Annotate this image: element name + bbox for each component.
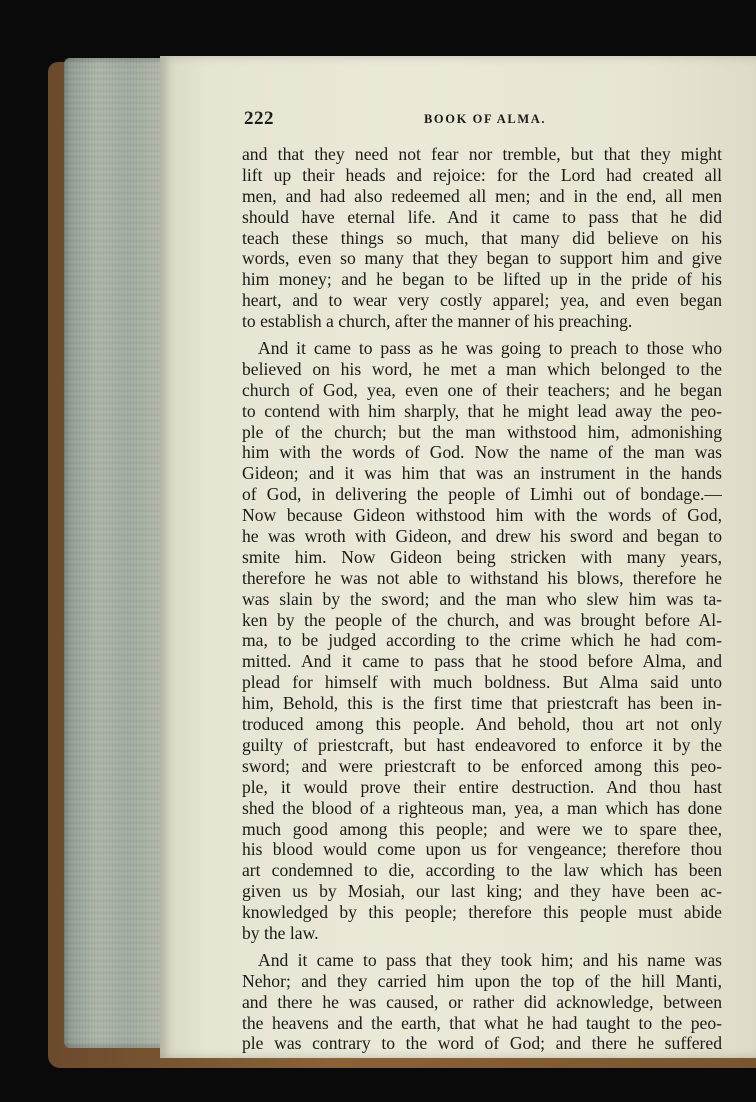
page-fore-edge (64, 58, 174, 1048)
text-line: troduced among this people. And behold, thou art not only (242, 714, 722, 735)
text-line: ple was contrary to the word of God; and there he suffered (242, 1033, 722, 1054)
text-line: words, even so many that they began to support him and give (242, 248, 722, 269)
text-line: ken by the people of the church, and was brought before Al- (242, 609, 722, 630)
paragraph (242, 144, 722, 332)
text-line: therefore he was not able to withstand his blows, therefore he (242, 567, 722, 588)
text-line: given us by Mosiah, our last king; and they have been ac- (242, 881, 722, 902)
text-line: to contend with him sharply, that he might lead away the peo- (242, 400, 722, 421)
text-line: him with the words of God. Now the name of the man was (242, 442, 722, 463)
text-line: heart, and to wear very costly apparel; yea, and even began (242, 290, 722, 311)
text-line: Nehor; and they carried him upon the top of the hill Manti, (242, 970, 722, 991)
text-line: ple of the church; but the man withstood him, admonishing (242, 421, 722, 442)
text-line: he was wroth with Gideon, and drew his sword and began to (242, 526, 722, 547)
text-line: sword; and were priestcraft to be enforced among this peo- (242, 755, 722, 776)
text-line: to establish a church, after the manner of his preaching. (242, 311, 633, 332)
book-page (160, 56, 756, 1058)
text-line: him money; and he began to be lifted up in the pride of his (242, 269, 722, 290)
paragraph (242, 338, 722, 944)
text-line: Gideon; and it was him that was an instrument in the hands (242, 463, 722, 484)
body-text (242, 144, 722, 1060)
text-line: his blood would come upon us for vengeance; therefore thou (242, 839, 722, 860)
text-line: of God, in delivering the people of Limhi out of bondage.— (242, 484, 722, 505)
text-line: much good among this people; and were we to spare thee, (242, 818, 722, 839)
text-line: And it came to pass as he was going to preach to those who (258, 338, 722, 359)
text-line: And it came to pass that they took him; and his name was (258, 949, 722, 970)
text-line: and there he was caused, or rather did acknowledge, between (242, 991, 722, 1012)
text-line: believed on his word, he met a man which belonged to the (242, 358, 722, 379)
text-line: by the law. (242, 922, 319, 943)
text-line: was slain by the sword; and the man who slew him was ta- (242, 588, 722, 609)
text-line: guilty of priestcraft, but hast endeavored to enforce it by the (242, 734, 722, 755)
text-line: shed the blood of a righteous man, yea, a man which has done (242, 797, 722, 818)
text-line: and that they need not fear nor tremble, but that they might (242, 144, 722, 164)
text-line: church of God, yea, even one of their teachers; and he began (242, 379, 722, 400)
text-line: lift up their heads and rejoice: for the Lord had created all (242, 164, 722, 185)
text-line: ma, to be judged according to the crime which he had com- (242, 630, 722, 651)
text-line: smite him. Now Gideon being stricken with many years, (242, 546, 722, 567)
running-head-title: BOOK OF ALMA. (424, 112, 547, 126)
text-line: mitted. And it came to pass that he stood before Alma, and (242, 651, 722, 672)
text-line: him, Behold, this is the first time that priestcraft has been in- (242, 693, 722, 714)
text-line: teach these things so much, that many did believe on his (242, 227, 722, 248)
running-head (244, 108, 714, 130)
text-line: should have eternal life. And it came to pass that he did (242, 206, 722, 227)
text-line: ple, it would prove their entire destruction. And thou hast (242, 776, 722, 797)
page-number: 222 (244, 108, 274, 129)
text-line: art condemned to die, according to the law which has been (242, 860, 722, 881)
text-line: plead for himself with much boldness. But Alma said unto (242, 672, 722, 693)
paragraph (242, 950, 722, 1054)
text-line: men, and had also redeemed all men; and in the end, all men (242, 185, 722, 206)
text-line: knowledged by this people; therefore this people must abide (242, 902, 722, 923)
text-line: the heavens and the earth, that what he had taught to the peo- (242, 1012, 722, 1033)
text-line: Now because Gideon withstood him with the words of God, (242, 505, 722, 526)
